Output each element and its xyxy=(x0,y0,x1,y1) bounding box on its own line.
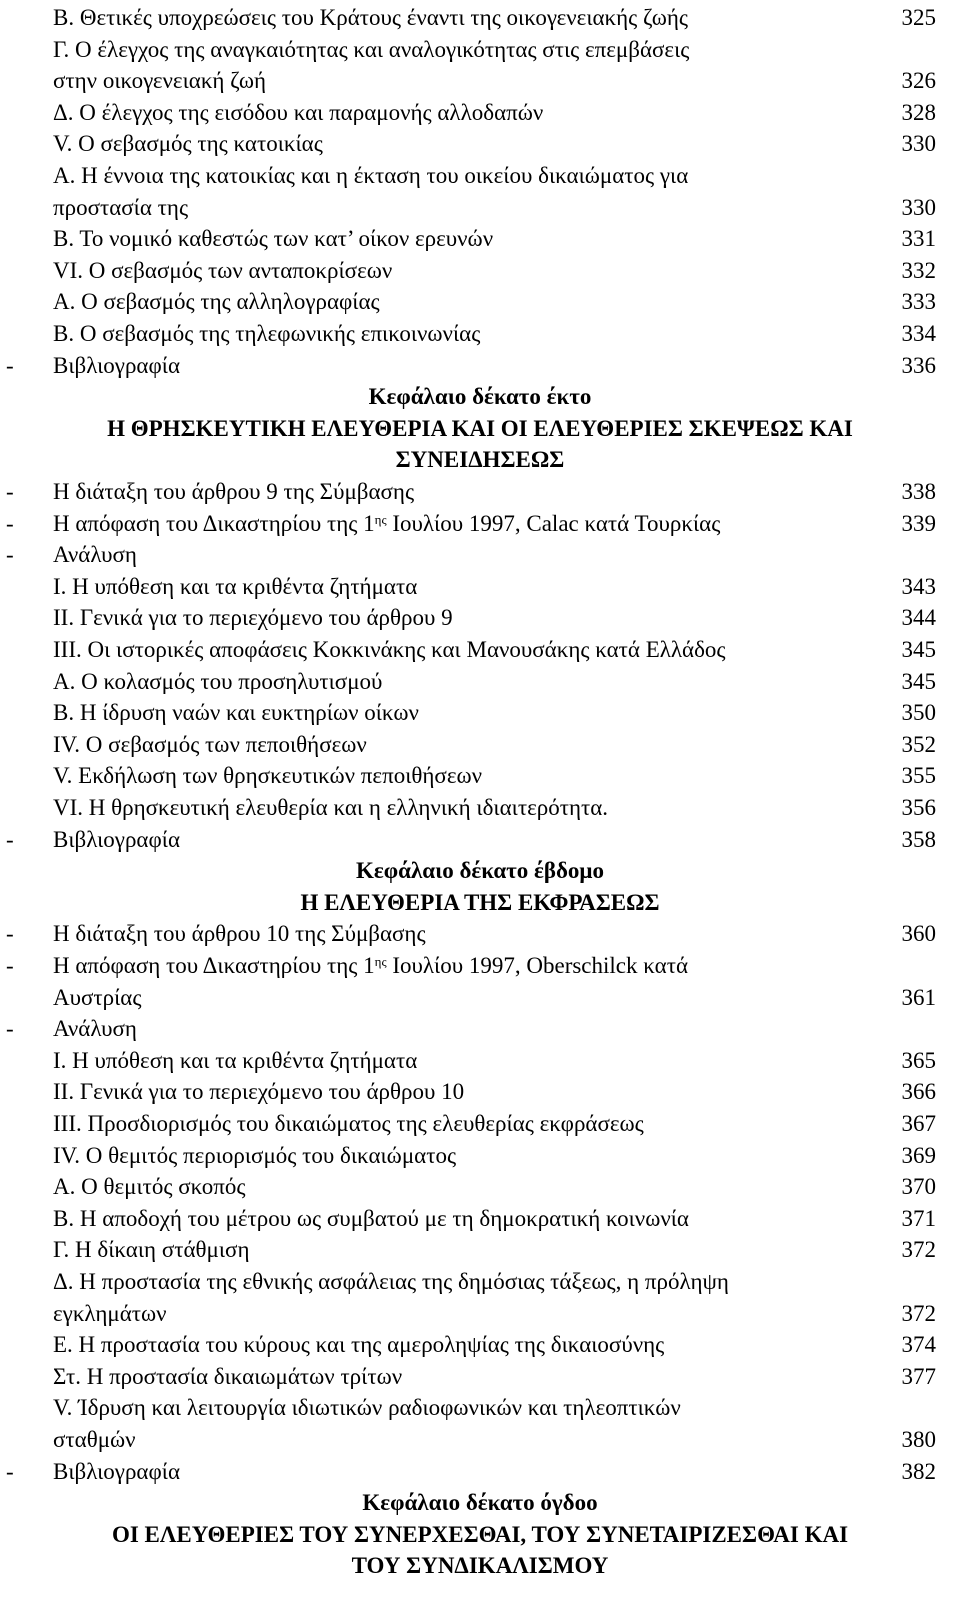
entry-title: V. Ο σεβασμός της κατοικίας xyxy=(53,131,323,156)
entry-page-number: 366 xyxy=(901,1079,936,1104)
chapter-heading: Κεφάλαιο δέκατο όγδοο xyxy=(362,1490,598,1515)
entry-title: Βιβλιογραφία xyxy=(53,1459,180,1484)
entry-title: Α. Ο θεμιτός σκοπός xyxy=(53,1174,246,1199)
toc-entry xyxy=(0,34,960,66)
entry-title: Βιβλιογραφία xyxy=(53,827,180,852)
entry-dash: - xyxy=(6,1459,14,1484)
entry-page-number: 365 xyxy=(901,1048,936,1073)
chapter-heading: Κεφάλαιο δέκατο έκτο xyxy=(368,384,592,409)
toc-entry xyxy=(0,1361,960,1393)
toc-entry xyxy=(0,97,960,129)
entry-title: εγκλημάτων xyxy=(53,1301,167,1326)
toc-entry xyxy=(0,697,960,729)
entry-page-number: 360 xyxy=(901,921,936,946)
entry-title: Η απόφαση του Δικαστηρίου της $1^{\eta\varsigma}$ Ιουλίου 1997, Calac κατά Τουρκίας xyxy=(53,511,721,536)
entry-title: Ι. Η υπόθεση και τα κριθέντα ζητήματα xyxy=(53,1048,418,1073)
chapter-heading: ΤΟΥ ΣΥΝΔΙΚΑΛΙΣΜΟΥ xyxy=(351,1553,609,1578)
entry-page-number: 358 xyxy=(901,827,936,852)
entry-dash: - xyxy=(6,1016,14,1041)
entry-title: Δ. Η προστασία της εθνικής ασφάλειας της δημόσιας τάξεως, η πρόληψη xyxy=(53,1269,729,1294)
entry-title: IV. Ο θεμιτός περιορισμός του δικαιώματος xyxy=(53,1143,457,1168)
toc-entry xyxy=(0,65,960,97)
entry-title: Στ. Η προστασία δικαιωμάτων τρίτων xyxy=(53,1364,403,1389)
toc-entry xyxy=(0,1298,960,1330)
entry-page-number: 352 xyxy=(901,732,936,757)
chapter-heading: Η ΘΡΗΣΚΕΥΤΙΚΗ ΕΛΕΥΘΕΡΙΑ ΚΑΙ ΟΙ ΕΛΕΥΘΕΡΙΕΣ ΣΚΕΨΕΩΣ ΚΑΙ xyxy=(107,416,853,441)
entry-title: στην οικογενειακή ζωή xyxy=(53,68,267,93)
toc-entry xyxy=(0,1013,960,1045)
toc-entry xyxy=(0,1171,960,1203)
toc-entry xyxy=(0,792,960,824)
entry-title: VI. Η θρησκευτική ελευθερία και η ελληνική ιδιαιτερότητα. xyxy=(53,795,609,820)
toc-entry xyxy=(0,634,960,666)
toc-entry xyxy=(0,982,960,1014)
entry-page-number: 374 xyxy=(901,1332,936,1357)
entry-title: Ανάλυση xyxy=(53,1016,137,1041)
entry-title: Η απόφαση του Δικαστηρίου της $1^{\eta\varsigma}$ Ιουλίου 1997, Oberschilck κατά xyxy=(53,953,688,978)
entry-dash: - xyxy=(6,953,14,978)
entry-page-number: 344 xyxy=(901,605,936,630)
entry-page-number: 382 xyxy=(901,1459,936,1484)
toc-entry xyxy=(0,1203,960,1235)
toc-entry xyxy=(0,666,960,698)
toc-entry xyxy=(0,918,960,950)
entry-title: Β. Θετικές υποχρεώσεις του Κράτους έναντι της οικογενειακής ζωής xyxy=(53,5,688,30)
entry-page-number: 350 xyxy=(901,700,936,725)
chapter-heading: Κεφάλαιο δέκατο έβδομο xyxy=(356,858,604,883)
entry-page-number: 377 xyxy=(901,1364,936,1389)
toc-entry xyxy=(0,760,960,792)
entry-page-number: 367 xyxy=(901,1111,936,1136)
toc-entry xyxy=(0,192,960,224)
entry-page-number: 345 xyxy=(901,669,936,694)
entry-dash: - xyxy=(6,479,14,504)
toc-entry xyxy=(0,318,960,350)
entry-page-number: 369 xyxy=(901,1143,936,1168)
toc-entry xyxy=(0,602,960,634)
entry-page-number: 338 xyxy=(901,479,936,504)
entry-title: Β. Ο σεβασμός της τηλεφωνικής επικοινωνίας xyxy=(53,321,481,346)
entry-title: ΙΙΙ. Οι ιστορικές αποφάσεις Κοκκινάκης και Μανουσάκης κατά Ελλάδος xyxy=(53,637,726,662)
entry-title: Ε. Η προστασία του κύρους και της αμεροληψίας της δικαιοσύνης xyxy=(53,1332,665,1357)
toc-entry xyxy=(0,350,960,382)
entry-page-number: 372 xyxy=(901,1237,936,1262)
entry-title: Βιβλιογραφία xyxy=(53,353,180,378)
entry-title: Β. Το νομικό καθεστώς των κατ’ οίκον ερευνών xyxy=(53,226,494,251)
entry-title: ΙΙ. Γενικά για το περιεχόμενο του άρθρου 9 xyxy=(53,605,453,630)
entry-page-number: 372 xyxy=(901,1301,936,1326)
entry-title: ΙΙΙ. Προσδιορισμός του δικαιώματος της ελευθερίας εκφράσεως xyxy=(53,1111,644,1136)
entry-page-number: 325 xyxy=(901,5,936,30)
entry-title: Γ. Η δίκαιη στάθμιση xyxy=(53,1237,250,1262)
entry-title: Δ. Ο έλεγχος της εισόδου και παραμονής αλλοδαπών xyxy=(53,100,544,125)
entry-title: Ανάλυση xyxy=(53,542,137,567)
toc-entry xyxy=(0,1424,960,1456)
entry-title: Γ. Ο έλεγχος της αναγκαιότητας και αναλογικότητας στις επεμβάσεις xyxy=(53,37,690,62)
entry-page-number: 330 xyxy=(901,195,936,220)
entry-page-number: 339 xyxy=(901,511,936,536)
entry-dash: - xyxy=(6,353,14,378)
entry-title: Η διάταξη του άρθρου 10 της Σύμβασης xyxy=(53,921,426,946)
entry-page-number: 380 xyxy=(901,1427,936,1452)
entry-title: προστασία της xyxy=(53,195,189,220)
chapter-heading: Η ΕΛΕΥΘΕΡΙΑ ΤΗΣ ΕΚΦΡΑΣΕΩΣ xyxy=(300,890,660,915)
toc-entry xyxy=(0,286,960,318)
entry-title: Η διάταξη του άρθρου 9 της Σύμβασης xyxy=(53,479,415,504)
toc-entry xyxy=(0,539,960,571)
toc-entry xyxy=(0,1045,960,1077)
entry-title: Α. Η έννοια της κατοικίας και η έκταση του οικείου δικαιώματος για xyxy=(53,163,689,188)
entry-page-number: 355 xyxy=(901,763,936,788)
entry-title: Α. Ο σεβασμός της αλληλογραφίας xyxy=(53,289,380,314)
toc-entry xyxy=(0,128,960,160)
toc-entry xyxy=(0,476,960,508)
entry-title: Αυστρίας xyxy=(53,985,142,1010)
toc-entry xyxy=(0,1392,960,1424)
toc-entry xyxy=(0,729,960,761)
entry-dash: - xyxy=(6,542,14,567)
entry-page-number: 328 xyxy=(901,100,936,125)
toc-entry xyxy=(0,571,960,603)
entry-title: Β. Η αποδοχή του μέτρου ως συμβατού με τη δημοκρατική κοινωνία xyxy=(53,1206,689,1231)
entry-title: Ι. Η υπόθεση και τα κριθέντα ζητήματα xyxy=(53,574,418,599)
entry-page-number: 330 xyxy=(901,131,936,156)
entry-page-number: 332 xyxy=(901,258,936,283)
toc-entry xyxy=(0,255,960,287)
entry-page-number: 331 xyxy=(901,226,936,251)
toc-entry xyxy=(0,950,960,982)
entry-title: V. Εκδήλωση των θρησκευτικών πεποιθήσεων xyxy=(53,763,483,788)
entry-page-number: 333 xyxy=(901,289,936,314)
toc-entry xyxy=(0,223,960,255)
toc-entry xyxy=(0,824,960,856)
entry-page-number: 371 xyxy=(901,1206,936,1231)
entry-page-number: 361 xyxy=(901,985,936,1010)
entry-page-number: 343 xyxy=(901,574,936,599)
chapter-heading: ΣΥΝΕΙΔΗΣΕΩΣ xyxy=(395,447,565,472)
entry-page-number: 356 xyxy=(901,795,936,820)
toc-entry xyxy=(0,1234,960,1266)
toc-entry xyxy=(0,1266,960,1298)
entry-dash: - xyxy=(6,921,14,946)
entry-title: ΙΙ. Γενικά για το περιεχόμενο του άρθρου 10 xyxy=(53,1079,465,1104)
entry-page-number: 370 xyxy=(901,1174,936,1199)
toc-entry xyxy=(0,1140,960,1172)
entry-title: V. Ίδρυση και λειτουργία ιδιωτικών ραδιοφωνικών και τηλεοπτικών xyxy=(53,1395,681,1420)
entry-superscript: ης xyxy=(374,512,387,527)
toc-entry xyxy=(0,1108,960,1140)
entry-superscript: ης xyxy=(374,954,387,969)
toc-entry xyxy=(0,1076,960,1108)
toc-entry xyxy=(0,1329,960,1361)
toc-entry xyxy=(0,1456,960,1488)
toc-entry xyxy=(0,160,960,192)
chapter-heading: ΟΙ ΕΛΕΥΘΕΡΙΕΣ ΤΟΥ ΣΥΝΕΡΧΕΣΘΑΙ, ΤΟΥ ΣΥΝΕΤΑΙΡΙΖΕΣΘΑΙ ΚΑΙ xyxy=(111,1522,849,1547)
entry-page-number: 336 xyxy=(901,353,936,378)
entry-page-number: 334 xyxy=(901,321,936,346)
entry-title: Α. Ο κολασμός του προσηλυτισμού xyxy=(53,669,383,694)
entry-page-number: 326 xyxy=(901,68,936,93)
entry-dash: - xyxy=(6,827,14,852)
entry-title: Β. Η ίδρυση ναών και ευκτηρίων οίκων xyxy=(53,700,419,725)
entry-title: σταθμών xyxy=(53,1427,136,1452)
entry-page-number: 345 xyxy=(901,637,936,662)
entry-title: VI. Ο σεβασμός των ανταποκρίσεων xyxy=(53,258,393,283)
toc-entry xyxy=(0,508,960,540)
entry-dash: - xyxy=(6,511,14,536)
toc-entry xyxy=(0,2,960,34)
entry-title: IV. Ο σεβασμός των πεποιθήσεων xyxy=(53,732,367,757)
